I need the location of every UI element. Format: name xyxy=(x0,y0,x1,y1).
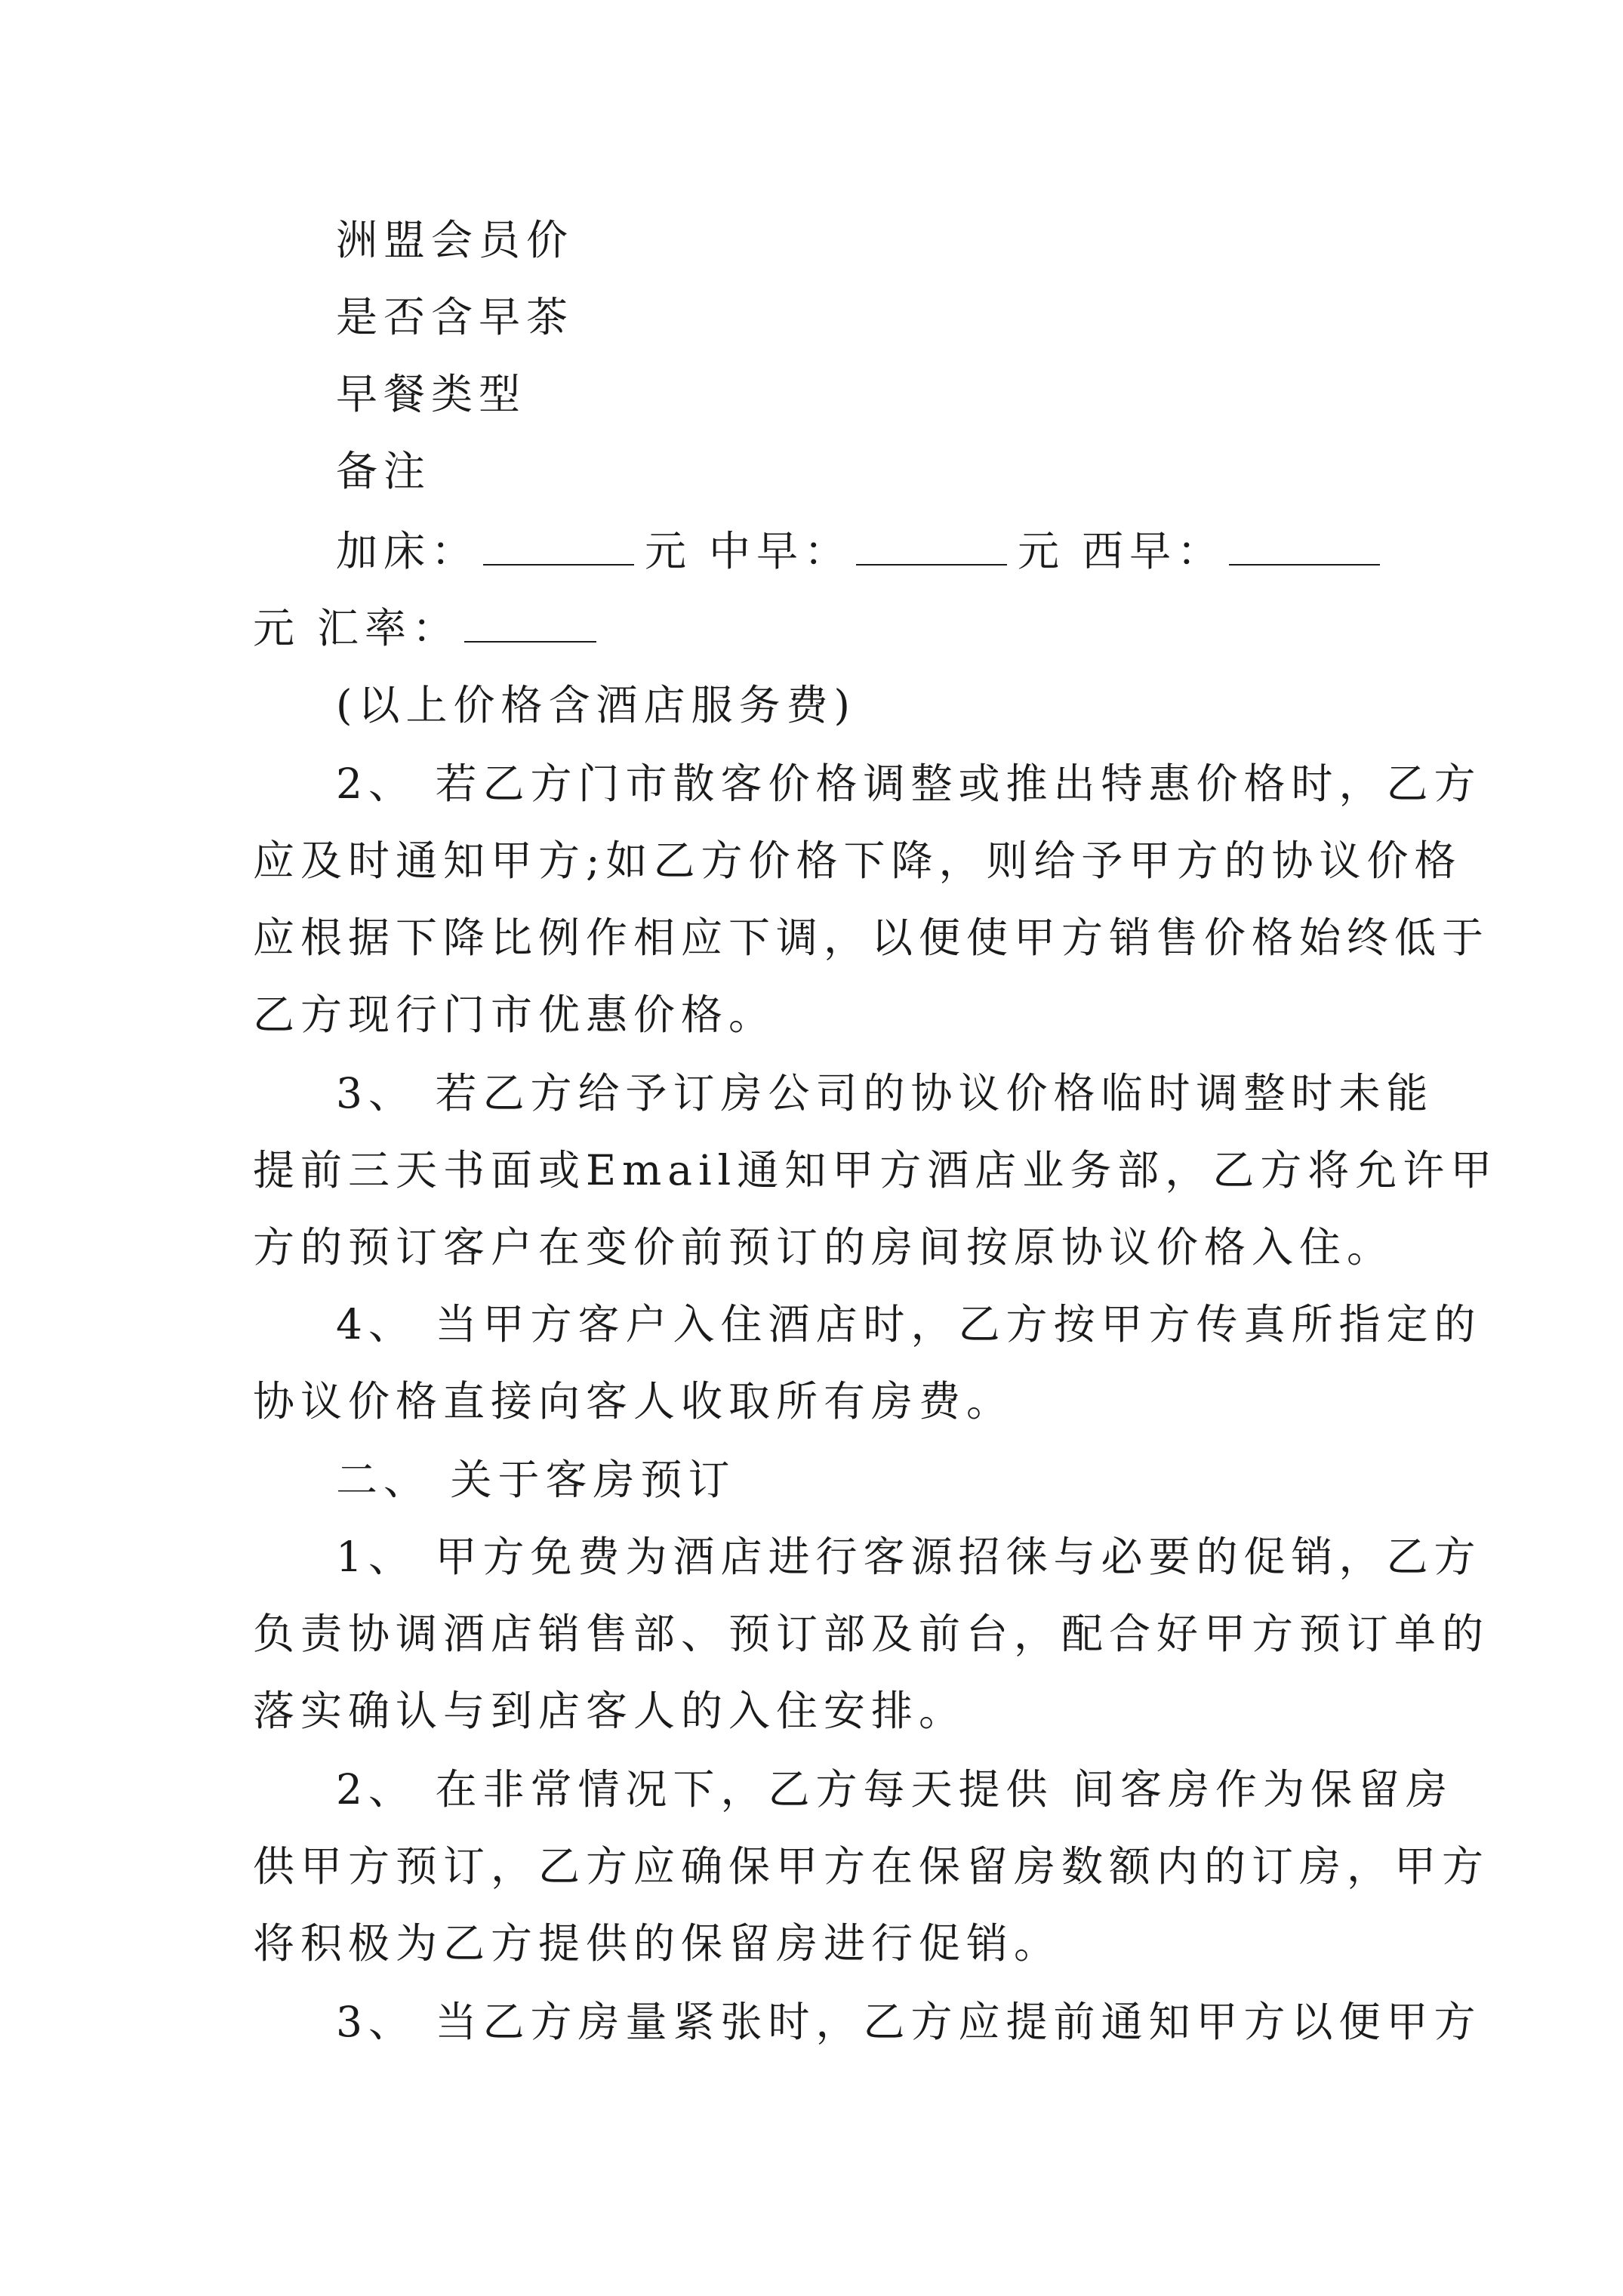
clause-1-2-line-1: 2、 若乙方门市散客价格调整或推出特惠价格时，乙方 xyxy=(336,760,1482,808)
clause-1-4-line-2: 协议价格直接向客人收取所有房费。 xyxy=(253,1377,1015,1425)
clause-2-2-line-1: 2、 在非常情况下，乙方每天提供 间客房作为保留房 xyxy=(336,1765,1453,1814)
chinese-breakfast-blank xyxy=(856,525,1007,566)
exchange-rate-blank xyxy=(464,602,596,643)
breakfast-type-label: 早餐类型 xyxy=(336,370,527,418)
clause-1-3-line-2: 提前三天书面或Email通知甲方酒店业务部，乙方将允许甲 xyxy=(253,1146,1498,1194)
clause-2-2-line-2: 供甲方预订，乙方应确保甲方在保留房数额内的订房，甲方 xyxy=(253,1842,1490,1891)
extra-bed-label: 加床： xyxy=(336,527,479,575)
clause-2-1-line-3: 落实确认与到店客人的入住安排。 xyxy=(253,1687,967,1735)
section-2-heading: 二、 关于客房预订 xyxy=(336,1456,736,1504)
clause-2-2-line-3: 将积极为乙方提供的保留房进行促销。 xyxy=(253,1919,1062,1968)
unit-yuan-3: 元 xyxy=(253,604,301,652)
clause-2-1-line-1: 1、 甲方免费为酒店进行客源招徕与必要的促销，乙方 xyxy=(336,1533,1482,1581)
clause-1-3-line-1: 3、 若乙方给予订房公司的协议价格临时调整时未能 xyxy=(336,1069,1434,1117)
exchange-rate-label: 汇率： xyxy=(317,604,460,652)
service-fee-note: (以上价格含酒店服务费) xyxy=(336,681,856,729)
unit-yuan-1: 元 xyxy=(645,527,693,575)
clause-2-1-line-2: 负责协调酒店销售部、预订部及前台，配合好甲方预订单的 xyxy=(253,1610,1490,1658)
unit-yuan-2: 元 xyxy=(1018,527,1066,575)
extras-line xyxy=(336,525,1468,578)
extra-bed-blank xyxy=(483,525,634,566)
remarks-label: 备注 xyxy=(336,447,432,495)
western-breakfast-blank xyxy=(1229,525,1380,566)
clause-1-4-line-1: 4、 当甲方客户入住酒店时，乙方按甲方传真所指定的 xyxy=(336,1300,1482,1348)
member-price-label: 洲盟会员价 xyxy=(336,216,574,264)
clause-1-2-line-3: 应根据下降比例作相应下调，以便使甲方销售价格始终低于 xyxy=(253,914,1490,962)
western-breakfast-label: 西早： xyxy=(1082,527,1225,575)
clause-1-3-line-3: 方的预订客户在变价前预订的房间按原协议价格入住。 xyxy=(253,1223,1395,1271)
extras-line-2 xyxy=(253,602,1385,655)
clause-1-2-line-4: 乙方现行门市优惠价格。 xyxy=(253,991,777,1039)
chinese-breakfast-label: 中早： xyxy=(709,527,852,575)
breakfast-included-label: 是否含早茶 xyxy=(336,293,574,341)
clause-2-3-line-1: 3、 当乙方房量紧张时，乙方应提前通知甲方以便甲方 xyxy=(336,1998,1482,2046)
clause-1-2-line-2: 应及时通知甲方;如乙方价格下降，则给予甲方的协议价格 xyxy=(253,837,1462,885)
